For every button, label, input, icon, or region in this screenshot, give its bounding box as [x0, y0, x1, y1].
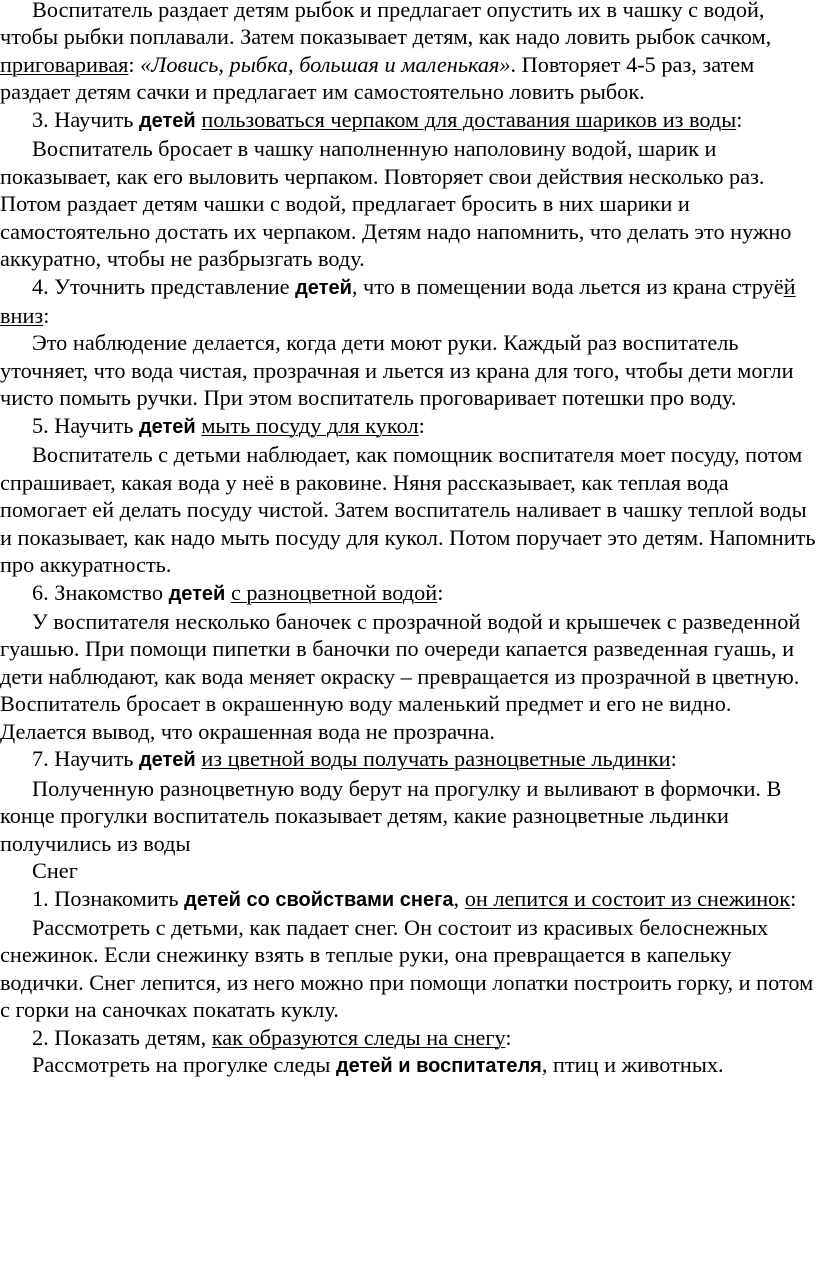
paragraph-colored-water: У воспитателя несколько баночек с прозрачной водой и крышечек с разведенной гуашью. При помощи пипетки в баночки по очереди капается разведенная гуашь, и дети наблюдают, как вода меняет окраску – превращается из прозрачной в цветную. Воспитатель бросает в окрашенную воду маленький предмет и его не видно. Делается вывод, что окрашенная вода не прозрачна.: [0, 608, 801, 744]
paragraph-snowflakes: Рассмотреть с детьми, как падает снег. Он состоит из красивых белоснежных снежинок. Если снежинку взять в теплые руки, она превращается в капельку водички. Снег лепится, из него можно при помощи лопатки построить горку, и потом с горки на саночках покатать куклу.: [0, 914, 814, 1023]
paragraph-tap-water: Это наблюдение делается, когда дети моют руки. Каждый раз воспитатель уточняет, что вода чистая, прозрачная и льется из крана для того, чтобы дети могли чисто помыть ручки. При этом воспитатель проговаривает потешки про воду.: [0, 330, 794, 411]
bold-text: детей со свойствами снега: [184, 888, 454, 911]
bold-text: детей и воспитателя: [335, 1055, 542, 1078]
underlined-text: из цветной воды получать разноцветные льдинки: [201, 746, 671, 772]
paragraph-ice: Полученную разноцветную воду берут на прогулку и выливают в формочки. В конце прогулки воспитатель показывает детям, какие разноцветные льдинки получились из воды: [0, 775, 782, 856]
bold-text: детей: [138, 415, 196, 438]
bold-text: детей: [168, 582, 226, 605]
underlined-text: мыть посуду для кукол: [201, 412, 419, 438]
paragraph-ladle: Воспитатель бросает в чашку наполненную наполовину водой, шарик и показывает, как его выловить черпаком. Повторяет свои действия несколько раз. Потом раздает детям чашки с водой, предлагает бросить в них шарики и самостоятельно достать их черпаком. Детям надо напомнить, что делать это нужно аккуратно, чтобы не разбрызгать воду.: [0, 136, 792, 272]
italic-quote: «Ловись, рыбка, большая и маленькая»: [140, 51, 511, 77]
underlined-text: с разноцветной водой: [230, 579, 438, 605]
heading-item-6: 6. Знакомство детей с разноцветной водой:: [32, 579, 444, 605]
underlined-text: й вниз: [0, 273, 796, 328]
heading-item-5: 5. Научить детей мыть посуду для кукол:: [32, 412, 425, 438]
heading-snow-2: 2. Показать детям, как образуются следы на снегу:: [32, 1024, 512, 1050]
section-title-snow: Снег: [32, 858, 78, 884]
heading-item-4: 4. Уточнить представление детей, что в помещении вода льется из крана струёй вниз:: [0, 273, 796, 328]
heading-item-7: 7. Научить детей из цветной воды получать разноцветные льдинки:: [32, 746, 677, 772]
underlined-text: приговаривая: [0, 51, 129, 77]
heading-item-3: 3. Научить детей пользоваться черпаком для доставания шариков из воды:: [32, 106, 743, 132]
paragraph-fish: Воспитатель раздает детям рыбок и предлагает опустить их в чашку с водой, чтобы рыбки поплавали. Затем показывает детям, как надо ловить рыбок сачком, приговаривая: «Ловись, рыбка, большая и маленькая». Повторяет 4-5 раз, затем раздает детям сачки и предлагает им самостоятельно ловить рыбок.: [0, 0, 772, 105]
bold-text: детей: [138, 749, 196, 772]
paragraph-dishes: Воспитатель с детьми наблюдает, как помощник воспитателя моет посуду, потом спрашивает, какая вода у неё в раковине. Няня рассказывает, как теплая вода помогает ей делать посуду чистой. Затем воспитатель наливает в чашку теплой воды и показывает, как надо мыть посуду для кукол. Потом поручает это детям. Напомнить про аккуратность.: [0, 442, 816, 578]
underlined-text: пользоваться черпаком для доставания шариков из воды: [201, 106, 737, 132]
paragraph-tracks: Рассмотреть на прогулке следы детей и воспитателя, птиц и животных.: [32, 1052, 724, 1078]
underlined-text: как образуются следы на снегу: [211, 1024, 506, 1050]
bold-text: детей: [138, 109, 196, 132]
bold-text: детей: [295, 276, 352, 299]
heading-snow-1: 1. Познакомить детей со свойствами снега, он лепится и состоит из снежинок:: [32, 885, 797, 911]
underlined-text: он лепится и состоит из снежинок: [464, 885, 791, 911]
